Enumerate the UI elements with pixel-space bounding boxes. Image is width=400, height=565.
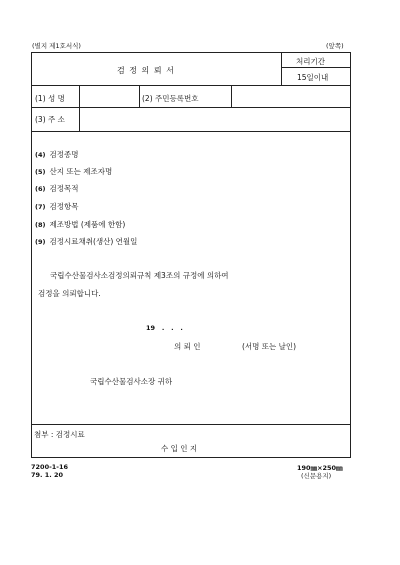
item-test-items: (7) 검정항목: [35, 202, 79, 211]
signature-note: (서명 또는 날인): [242, 342, 297, 351]
item-purpose: (6) 검정목적: [35, 184, 79, 193]
address-divider: [79, 107, 80, 131]
resident-number-label: (2) 주민등록번호: [142, 94, 199, 103]
form-code: 7200-1-16: [31, 463, 69, 471]
side-label: (앞쪽): [326, 42, 344, 50]
revenue-stamp-label: 수 입 인 지: [161, 444, 198, 453]
request-form: [31, 52, 351, 458]
paper-size: 190㎜×250㎜: [297, 464, 343, 472]
attachment-label: 첨부 : 검정시료: [34, 430, 85, 439]
processing-period-label: 처리기간: [296, 57, 325, 66]
item-species: (4) 검정종명: [35, 150, 79, 159]
processing-period-value: 15일이내: [297, 73, 329, 82]
row-line-3: [32, 131, 350, 132]
resident-number-divider: [231, 85, 232, 107]
date-line: 19 . . .: [146, 324, 183, 332]
form-date: 79. 1. 20: [31, 471, 64, 479]
attachment-top-line: [32, 424, 350, 425]
address-label: (3) 주 소: [35, 115, 65, 124]
period-divider: [281, 67, 350, 68]
name-field-end: [139, 85, 140, 107]
addressee: 국립수산물검사소장 귀하: [90, 377, 173, 386]
item-manufacturing: (8) 제조방법 (제품에 한함): [35, 220, 126, 229]
item-sampling-date: (9) 검정시료채취(생산) 연월일: [35, 237, 138, 246]
name-divider: [79, 85, 80, 107]
requester-label: 의 뢰 인: [174, 342, 201, 351]
request-line-2: 검정을 의뢰합니다.: [38, 289, 101, 298]
item-origin: (5) 산지 또는 제조자명: [35, 167, 113, 176]
form-title: 검 정 의 뢰 서: [117, 66, 175, 75]
form-number: (별지 제1호서식): [32, 42, 81, 50]
name-label: (1) 성 명: [35, 94, 65, 103]
title-divider: [281, 53, 282, 85]
request-line-1: 국립수산물검사소검정의뢰규칙 제3조의 규정에 의하여: [50, 271, 229, 280]
paper-type: (신문용지): [301, 472, 332, 480]
